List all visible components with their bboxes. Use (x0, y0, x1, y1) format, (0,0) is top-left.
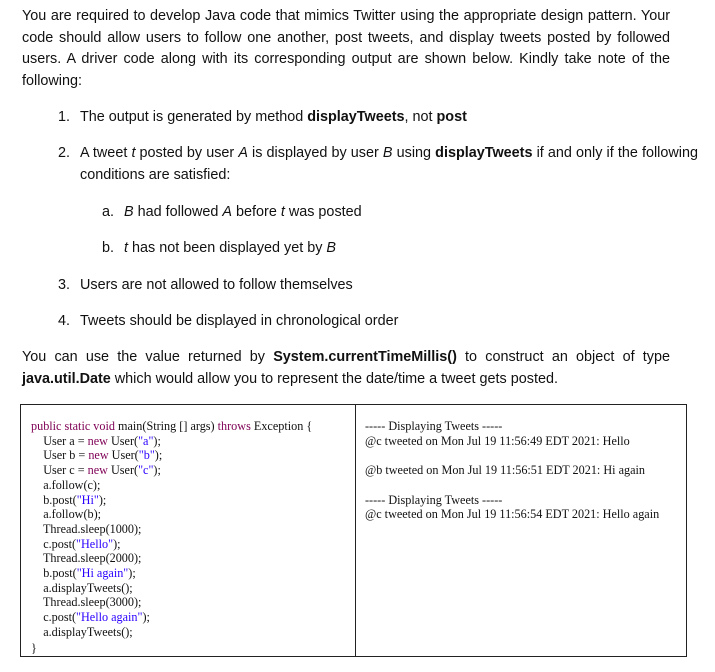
closing-brace: } (31, 641, 37, 655)
list-number: 2. (57, 145, 70, 161)
output-line: ----- Displaying Tweets ----- (365, 419, 503, 433)
output-line (365, 478, 659, 493)
list-number: 4. (57, 313, 70, 329)
table-divider (355, 405, 356, 656)
code-line: Thread.sleep(3000); (31, 595, 142, 610)
code-line: b.post("Hi"); (31, 492, 107, 507)
list-text: B had followed A before t was posted (124, 204, 362, 220)
code-line: a.displayTweets(); (31, 580, 133, 595)
code-output-table (20, 404, 687, 657)
driver-code (31, 419, 312, 640)
code-line: Thread.sleep(1000); (31, 521, 142, 536)
list-text: The output is generated by method displayTweets, not post (80, 109, 467, 125)
output-line (365, 448, 659, 463)
code-line: a.follow(c); (31, 477, 101, 492)
code-line: public static void main(String [] args) throws Exception { (31, 419, 313, 433)
document (22, 6, 670, 92)
list-number: b. (101, 240, 114, 256)
list-text: A tweet t posted by user A is displayed by user B using displayTweets if and only if the following conditions are satisfied: (80, 145, 698, 183)
code-line: Thread.sleep(2000); (31, 551, 142, 566)
code-line: a.follow(b); (31, 507, 102, 522)
code-line: c.post("Hello again"); (31, 610, 150, 625)
code-line: c.post("Hello"); (31, 536, 121, 551)
code-line: a.displayTweets(); (31, 624, 133, 639)
list-number: a. (101, 204, 114, 220)
list-text: t has not been displayed yet by B (124, 240, 337, 256)
outro-paragraph: You can use the value returned by System.currentTimeMillis() to construct an object of type java.util.Date which would allow you to represent the date/time a tweet gets posted. (22, 349, 670, 387)
code-line: User b = new User("b"); (31, 448, 163, 463)
intro-paragraph: You are required to develop Java code that mimics Twitter using the appropriate design pattern. Your code should allow users to follow one another, post tweets, and display tweets posted by followed users. A driver code along with its corresponding output are shown below. Kindly take note of the following: (22, 8, 670, 89)
output-line: @b tweeted on Mon Jul 19 11:56:51 EDT 2021: Hi again (365, 463, 645, 478)
program-output (365, 419, 659, 522)
code-line: b.post("Hi again"); (31, 566, 136, 581)
code-line: User a = new User("a"); (31, 433, 161, 448)
list-text: Tweets should be displayed in chronological order (80, 313, 399, 329)
code-line: User c = new User("c"); (31, 463, 161, 478)
list-text: Users are not allowed to follow themselves (80, 277, 353, 293)
output-line: ----- Displaying Tweets ----- (365, 492, 503, 507)
output-line: @c tweeted on Mon Jul 19 11:56:49 EDT 2021: Hello (365, 433, 630, 448)
list-number: 1. (57, 109, 70, 125)
list-number: 3. (57, 277, 70, 293)
output-line: @c tweeted on Mon Jul 19 11:56:54 EDT 2021: Hello again (365, 507, 660, 522)
